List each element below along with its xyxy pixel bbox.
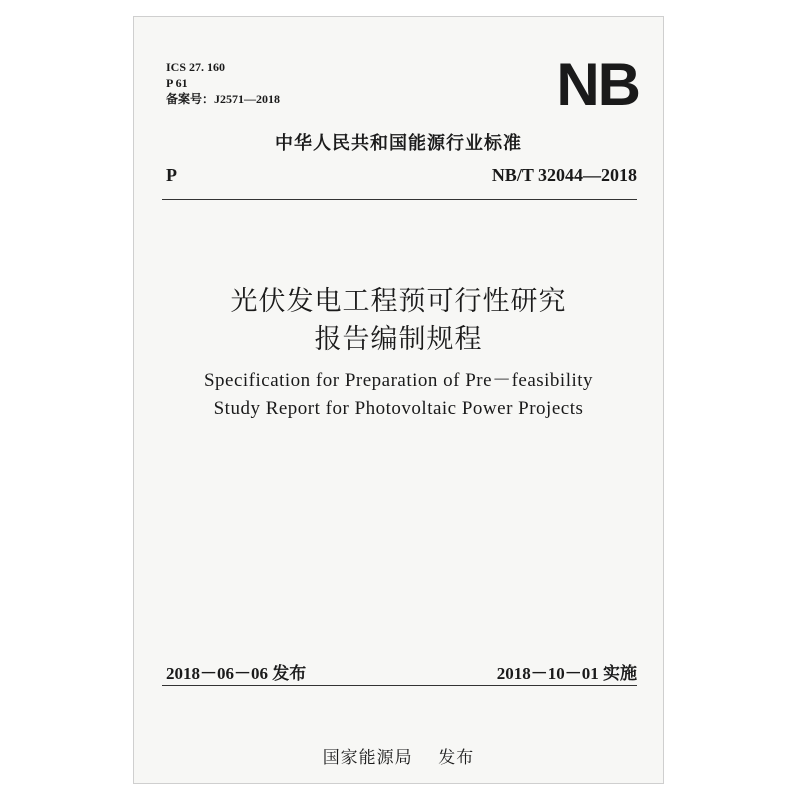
- category-letter: P: [166, 165, 177, 185]
- publisher: 国家能源局 发布: [322, 748, 475, 768]
- title-en-line-1: Specification for Preparation of Pre－feasibility: [203, 370, 594, 391]
- title-cn-line-1: 光伏发电工程预可行性研究: [230, 286, 567, 317]
- standard-number: NB/T 32044—2018: [491, 165, 637, 185]
- ics-code: ICS 27. 160: [166, 60, 226, 74]
- publish-date: 2018－06－06 发布: [166, 664, 307, 683]
- nb-logo: NB: [556, 51, 639, 118]
- title-en-line-2: Study Report for Photovoltaic Power Projects: [213, 398, 584, 419]
- top-divider: [162, 199, 637, 200]
- implement-date: 2018－10－01 实施: [496, 664, 637, 683]
- p-code: P 61: [166, 76, 188, 90]
- title-chinese: [134, 283, 663, 359]
- standard-type: 中华人民共和国能源行业标准: [275, 133, 522, 154]
- title-english: [134, 367, 663, 423]
- classification-block: [166, 59, 280, 107]
- bottom-divider: [162, 685, 637, 686]
- filing-number: 备案号：J2571—2018: [166, 92, 281, 106]
- standard-cover: [133, 16, 664, 784]
- title-cn-line-2: 报告编制规程: [314, 324, 483, 355]
